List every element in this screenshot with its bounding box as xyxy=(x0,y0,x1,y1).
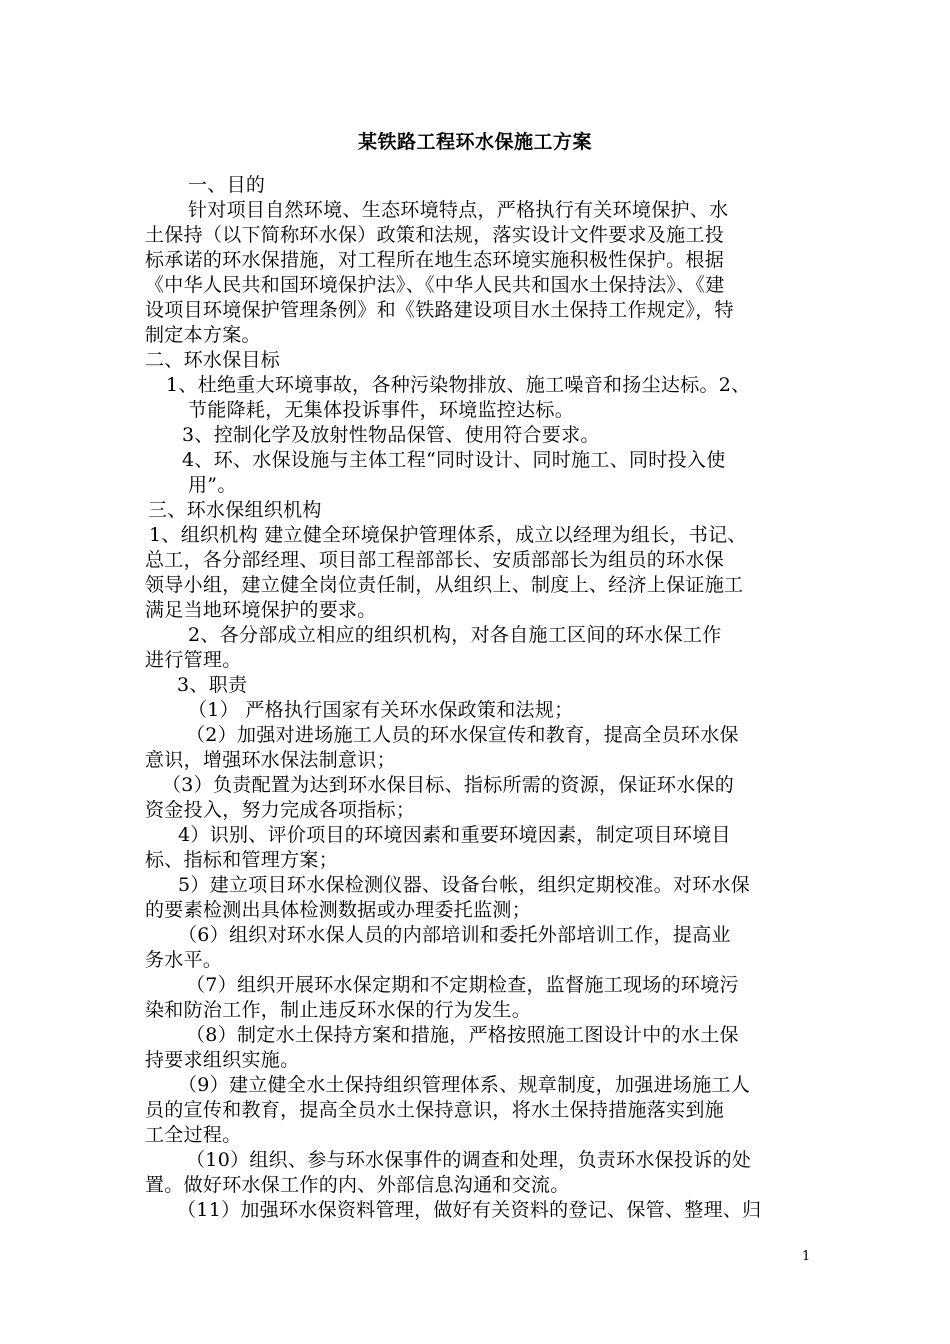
list-item: （8）制定水土保持方案和措施，严格按照施工图设计中的水土保 xyxy=(186,1024,739,1046)
list-item: 3、控制化学及放射性物品保管、使用符合要求。 xyxy=(182,424,600,446)
document-title: 某铁路工程环水保施工方案 xyxy=(357,131,592,153)
paragraph-line: 领导小组，建立健全岗位责任制，从组织上、制度上、经济上保证施工 xyxy=(145,574,744,596)
list-item: 2、各分部成立相应的组织机构，对各自施工区间的环水保工作 xyxy=(188,624,722,646)
list-item: （1） 严格执行国家有关环水保政策和法规； xyxy=(188,699,574,721)
list-item: （9）建立健全水土保持组织管理体系、规章制度，加强进场施工人 xyxy=(178,1074,751,1096)
list-item: （3）负责配置为达到环水保目标、指标所需的资源，保证环水保的 xyxy=(162,774,735,796)
paragraph-line: 工全过程。 xyxy=(145,1124,242,1146)
list-item: （10）组织、参与环水保事件的调查和处理，负责环水保投诉的处 xyxy=(186,1149,752,1171)
paragraph-line: 务水平。 xyxy=(145,949,223,971)
paragraph-line: 满足当地环境保护的要求。 xyxy=(145,599,377,621)
page-number: 1 xyxy=(802,1249,811,1264)
paragraph-line: 制定本方案。 xyxy=(145,324,261,346)
list-item: 5）建立项目环水保检测仪器、设备台帐，组织定期校准。对环水保 xyxy=(178,874,751,896)
paragraph-line: 针对项目自然环境、生态环境特点，严格执行有关环境保护、水 xyxy=(188,199,729,221)
list-item: 4、环、水保设施与主体工程“同时设计、同时施工、同时投入使 xyxy=(182,449,726,471)
list-item: （7）组织开展环水保定期和不定期检查，监督施工现场的环境污 xyxy=(186,974,739,996)
paragraph-line: 置。做好环水保工作的内、外部信息沟通和交流。 xyxy=(145,1174,570,1196)
list-item: （2）加强对进场施工人员的环水保宣传和教育，提高全员环水保 xyxy=(186,724,739,746)
section-heading: 二、环水保目标 xyxy=(145,349,281,371)
list-item: 节能降耗，无集体投诉事件，环境监控达标。 xyxy=(188,399,575,421)
section-heading: 一、目的 xyxy=(188,174,266,196)
list-item: 4）识别、评价项目的环境因素和重要环境因素，制定项目环境目 xyxy=(178,824,731,846)
paragraph-line: 标、指标和管理方案； xyxy=(145,849,339,871)
paragraph-line: 标承诺的环水保措施，对工程所在地生态环境实施积极性保护。根据 xyxy=(145,249,725,271)
paragraph-line: 土保持（以下简称环水保）政策和法规，落实设计文件要求及施工投 xyxy=(145,224,725,246)
list-item: 1、组织机构 建立健全环境保护管理体系，成立以经理为组长，书记、 xyxy=(149,524,747,546)
subsection-heading: 3、职责 xyxy=(177,674,248,696)
paragraph-line: 染和防治工作，制止违反环水保的行为发生。 xyxy=(145,999,532,1021)
paragraph-line: 员的宣传和教育，提高全员水土保持意识，将水土保持措施落实到施 xyxy=(145,1099,725,1121)
paragraph-line: 持要求组织实施。 xyxy=(145,1049,300,1071)
paragraph-line: 设项目环境保护管理条例》和《铁路建设项目水土保持工作规定》，特 xyxy=(145,299,734,321)
paragraph-line: 资金投入，努力完成各项指标； xyxy=(145,799,416,821)
list-item: 用”。 xyxy=(188,474,237,496)
paragraph-line: 意识，增强环水保法制意识； xyxy=(145,749,396,771)
list-item: （6）组织对环水保人员的内部培训和委托外部培训工作，提高业 xyxy=(178,924,731,946)
section-heading: 三、环水保组织机构 xyxy=(148,499,322,521)
list-item: 1、杜绝重大环境事故，各种污染物排放、施工噪音和扬尘达标。2、 xyxy=(166,374,751,396)
list-item: （11）加强环水保资料管理，做好有关资料的登记、保管、整理、归 xyxy=(177,1199,762,1221)
paragraph-line: 《中华人民共和国环境保护法》、《中华人民共和国水土保持法》、《建 xyxy=(145,274,725,296)
paragraph-line: 总工，各分部经理、项目部工程部部长、安质部部长为组员的环水保 xyxy=(145,549,725,571)
paragraph-line: 的要素检测出具体检测数据或办理委托监测； xyxy=(145,899,532,921)
paragraph-line: 进行管理。 xyxy=(145,649,242,671)
